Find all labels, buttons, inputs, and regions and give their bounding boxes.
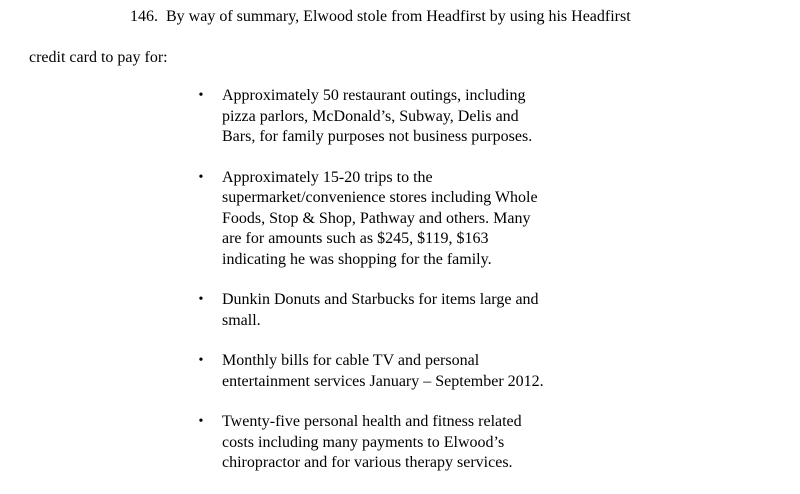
bullet-line: costs including many payments to Elwood’s <box>222 433 505 451</box>
bullet-line: entertainment services January – September 2012. <box>222 372 544 390</box>
bullet-line: pizza parlors, McDonald’s, Subway, Delis and <box>222 107 519 125</box>
paragraph-number: 146. <box>130 8 158 25</box>
paragraph-second-line: credit card to pay for: <box>29 49 168 66</box>
bullet-line: Bars, for family purposes not business purposes. <box>222 128 533 145</box>
bullet-line: small. <box>222 311 261 329</box>
bullet-line: Approximately 15-20 trips to the <box>222 168 433 186</box>
bullet-line: indicating he was shopping for the family. <box>222 250 492 268</box>
bullet-line: chiropractor and for various therapy services. <box>222 454 513 471</box>
bullet-item-health <box>196 412 616 474</box>
bullet-line: Foods, Stop & Shop, Pathway and others. Many <box>222 209 531 227</box>
bullet-line: are for amounts such as $245, $119, $163 <box>222 230 489 247</box>
bullet-line: Dunkin Donuts and Starbucks for items large and <box>222 291 539 308</box>
bullet-line: Twenty-five personal health and fitness related <box>222 413 522 430</box>
bullet-dot-icon: • <box>198 169 204 185</box>
paragraph-first-line <box>130 7 631 27</box>
bullet-dot-icon: • <box>198 414 204 429</box>
bullet-list <box>196 86 616 494</box>
bullet-item-restaurants <box>196 86 616 148</box>
bullet-item-monthly-bills <box>196 351 616 392</box>
bullet-line: Monthly bills for cable TV and personal <box>222 352 480 369</box>
bullet-line: supermarket/convenience stores including Whole <box>222 189 538 206</box>
bullet-item-coffee <box>196 290 616 331</box>
bullet-dot-icon: • <box>198 292 204 307</box>
paragraph-text-line1: By way of summary, Elwood stole from Headfirst by using his Headfirst <box>166 8 631 25</box>
bullet-item-supermarket <box>196 168 616 271</box>
bullet-dot-icon: • <box>198 353 204 368</box>
bullet-line: Approximately 50 restaurant outings, including <box>222 87 526 104</box>
bullet-dot-icon: • <box>198 88 204 103</box>
